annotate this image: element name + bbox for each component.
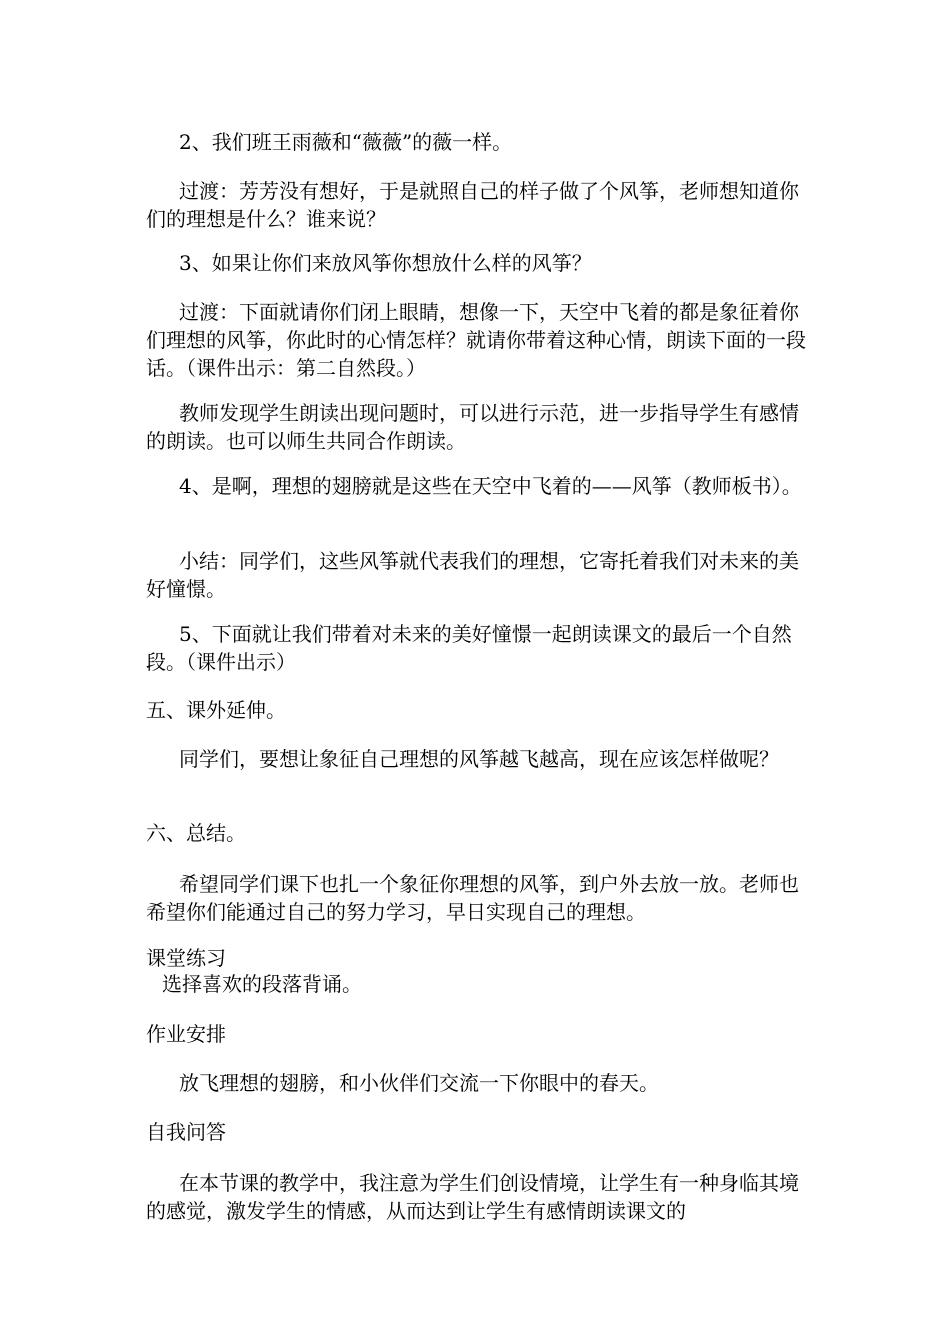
section-heading-extension: 五、课外延伸。: [146, 698, 286, 722]
paragraph-self-qa: 在本节课的教学中，我注意为学生们创设情境，让学生有一种身临其境的感觉，激发学生的情感，从而达到让学生有感情朗读课文的: [146, 1171, 799, 1223]
paragraph-conclusion: 希望同学们课下也扎一个象征你理想的风筝，到户外去放一放。老师也希望你们能通过自己的努力学习，早日实现自己的理想。: [146, 872, 799, 924]
paragraph-3: 3、如果让你们来放风筝你想放什么样的风筝？: [179, 251, 592, 275]
section-heading-homework: 作业安排: [146, 1022, 226, 1046]
paragraph-practice: 选择喜欢的段落背诵。: [162, 972, 362, 996]
paragraph-5: 5、下面就让我们带着对未来的美好憧憬一起朗读课文的最后一个自然段。（课件出示）: [146, 622, 792, 674]
paragraph-2: 2、我们班王雨薇和“薇薇”的薇一样。: [179, 130, 513, 154]
section-heading-practice: 课堂练习: [146, 946, 226, 970]
paragraph-transition-1: 过渡：芳芳没有想好，于是就照自己的样子做了个风筝，老师想知道你们的理想是什么？谁来说？: [146, 179, 799, 231]
paragraph-transition-2: 过渡：下面就请你们闭上眼睛，想像一下，天空中飞着的都是象征着你们理想的风筝，你此时的心情怎样？就请你带着这种心情，朗读下面的一段话。（课件出示：第二自然段。）: [146, 300, 806, 380]
section-heading-self-qa: 自我问答: [146, 1120, 226, 1144]
paragraph-teacher-note: 教师发现学生朗读出现问题时，可以进行示范，进一步指导学生有感情的朗读。也可以师生共同合作朗读。: [146, 401, 799, 453]
paragraph-4: 4、是啊，理想的翅膀就是这些在天空中飞着的——风筝（教师板书）。: [179, 474, 802, 498]
paragraph-extension: 同学们，要想让象征自己理想的风筝越飞越高，现在应该怎样做呢？: [179, 747, 779, 771]
paragraph-summary: 小结：同学们，这些风筝就代表我们的理想，它寄托着我们对未来的美好憧憬。: [146, 549, 799, 601]
section-heading-conclusion: 六、总结。: [146, 821, 246, 845]
paragraph-homework: 放飞理想的翅膀，和小伙伴们交流一下你眼中的春天。: [179, 1071, 659, 1095]
